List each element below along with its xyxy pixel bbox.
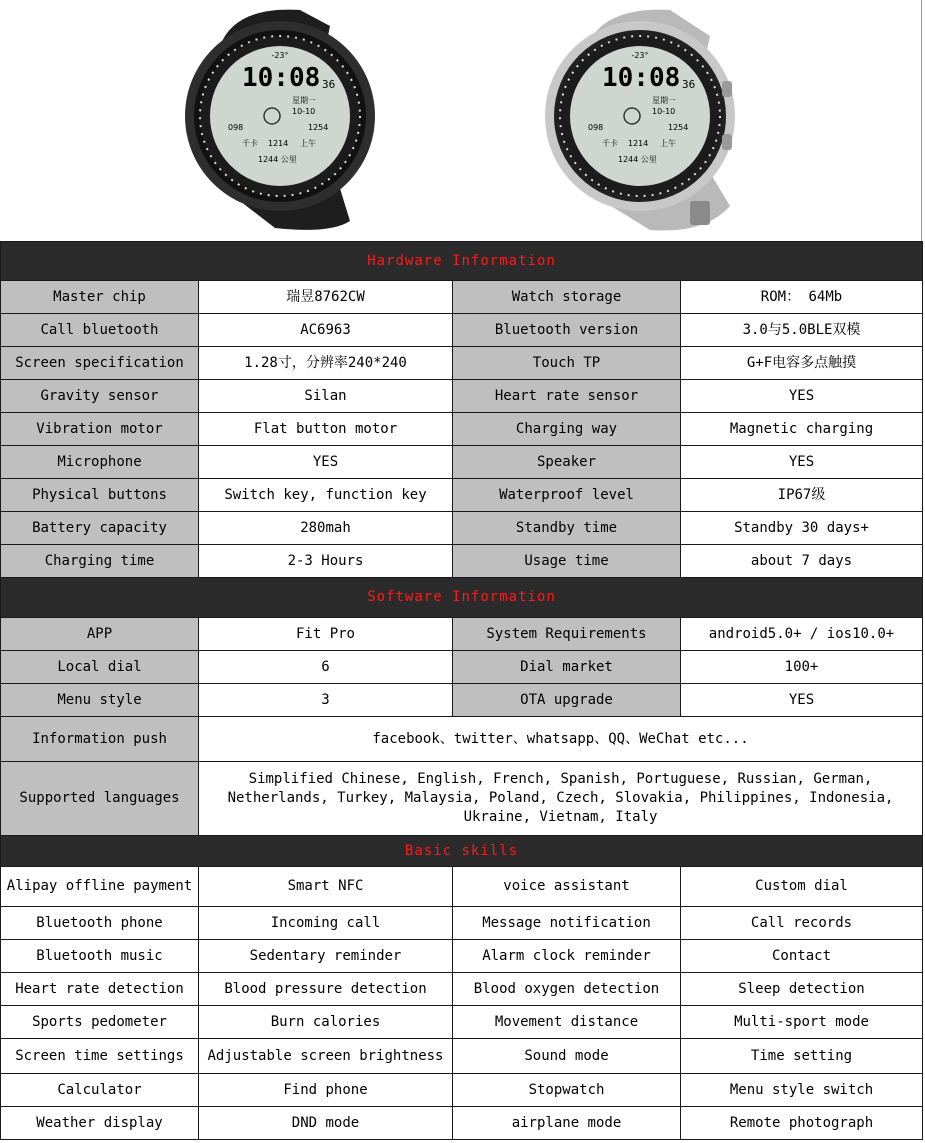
- watch-date: 10-10: [292, 107, 316, 116]
- hardware-label: Watch storage: [453, 281, 681, 314]
- hardware-row: [1, 545, 923, 578]
- hardware-label: Heart rate sensor: [453, 380, 681, 413]
- hardware-label: Touch TP: [453, 347, 681, 380]
- skill-item: Adjustable screen brightness: [199, 1039, 453, 1074]
- hardware-label: Usage time: [453, 545, 681, 578]
- skill-row: [1, 867, 923, 907]
- skill-item: Alipay offline payment: [1, 867, 199, 907]
- skill-item: Heart rate detection: [1, 973, 199, 1006]
- watch-distance: 1244 公里: [258, 155, 297, 164]
- watch-left-value: 098: [228, 123, 244, 132]
- software-label: Menu style: [1, 684, 199, 717]
- skill-item: Sedentary reminder: [199, 940, 453, 973]
- skill-item: Custom dial: [681, 867, 923, 907]
- skill-item: Call records: [681, 907, 923, 940]
- info-push-label: Information push: [1, 717, 199, 762]
- software-value: YES: [681, 684, 923, 717]
- hardware-row: [1, 281, 923, 314]
- hardware-value: Flat button motor: [199, 413, 453, 446]
- software-value: android5.0+ / ios10.0+: [681, 618, 923, 651]
- hardware-label: Microphone: [1, 446, 199, 479]
- skill-item: Alarm clock reminder: [453, 940, 681, 973]
- hardware-row: [1, 347, 923, 380]
- software-label: APP: [1, 618, 199, 651]
- hardware-value: Magnetic charging: [681, 413, 923, 446]
- skill-item: Stopwatch: [453, 1074, 681, 1107]
- watch-date: 10-10: [652, 107, 676, 116]
- hardware-value: 瑞昱8762CW: [199, 281, 453, 314]
- skill-item: Incoming call: [199, 907, 453, 940]
- watch-weekday: 星期一: [652, 96, 676, 105]
- skill-row: [1, 907, 923, 940]
- hardware-label: Standby time: [453, 512, 681, 545]
- hardware-value: YES: [681, 380, 923, 413]
- watch-weekday: 星期一: [292, 96, 316, 105]
- info-push-row: [1, 717, 923, 762]
- hardware-value: Switch key, function key: [199, 479, 453, 512]
- skill-row: [1, 1006, 923, 1039]
- skill-item: Movement distance: [453, 1006, 681, 1039]
- hardware-value: ROM： 64Mb: [681, 281, 923, 314]
- skill-row: [1, 1107, 923, 1140]
- software-label: OTA upgrade: [453, 684, 681, 717]
- watch-bottom-right: 上午: [300, 139, 316, 148]
- watch-time: 10:08: [242, 63, 321, 93]
- skill-item: Blood oxygen detection: [453, 973, 681, 1006]
- skill-item: Burn calories: [199, 1006, 453, 1039]
- watch-temp: -23°: [271, 51, 289, 60]
- watch-distance: 1244 公里: [618, 155, 657, 164]
- hardware-value: Standby 30 days+: [681, 512, 923, 545]
- languages-value: Simplified Chinese, English, French, Spanish, Portuguese, Russian, German, Netherlands, Turkey, Malaysia, Poland, Czech, Slovakia, Philippines, Indonesia, Ukraine, Vietnam, Italy: [199, 762, 923, 836]
- hardware-label: Physical buttons: [1, 479, 199, 512]
- watch-bottom-mid: 1214: [628, 139, 649, 148]
- product-photo-area: [0, 0, 922, 241]
- skill-item: Time setting: [681, 1039, 923, 1074]
- hardware-label: Vibration motor: [1, 413, 199, 446]
- skill-item: Calculator: [1, 1074, 199, 1107]
- skill-row: [1, 1074, 923, 1107]
- skill-item: Find phone: [199, 1074, 453, 1107]
- hardware-value: 2-3 Hours: [199, 545, 453, 578]
- software-label: Dial market: [453, 651, 681, 684]
- spec-table-body: [1, 242, 923, 1140]
- watch-seconds: 36: [682, 78, 696, 91]
- skill-item: Sports pedometer: [1, 1006, 199, 1039]
- skill-item: Remote photograph: [681, 1107, 923, 1140]
- software-value: 100+: [681, 651, 923, 684]
- software-section-title: Software Information: [1, 578, 923, 618]
- skill-row: [1, 973, 923, 1006]
- hardware-label: Bluetooth version: [453, 314, 681, 347]
- skill-row: [1, 940, 923, 973]
- hardware-row: [1, 479, 923, 512]
- hardware-label: Screen specification: [1, 347, 199, 380]
- hardware-section-title: Hardware Information: [1, 242, 923, 281]
- hardware-label: Speaker: [453, 446, 681, 479]
- hardware-value: Silan: [199, 380, 453, 413]
- skill-row: [1, 1039, 923, 1074]
- hardware-label: Gravity sensor: [1, 380, 199, 413]
- skill-item: Bluetooth phone: [1, 907, 199, 940]
- skill-item: voice assistant: [453, 867, 681, 907]
- hardware-value: AC6963: [199, 314, 453, 347]
- hardware-label: Charging way: [453, 413, 681, 446]
- hardware-section-row: [1, 242, 923, 281]
- hardware-row: [1, 314, 923, 347]
- hardware-value: 280mah: [199, 512, 453, 545]
- hardware-row: [1, 380, 923, 413]
- watch-bottom-left: 千卡: [602, 139, 618, 148]
- software-value: 6: [199, 651, 453, 684]
- skill-item: Bluetooth music: [1, 940, 199, 973]
- hardware-row: [1, 446, 923, 479]
- skills-section-title: Basic skills: [1, 836, 923, 867]
- software-row: [1, 618, 923, 651]
- skill-item: Message notification: [453, 907, 681, 940]
- software-label: Local dial: [1, 651, 199, 684]
- watch-time: 10:08: [602, 63, 681, 93]
- watch-temp: -23°: [631, 51, 649, 60]
- software-section-row: [1, 578, 923, 618]
- info-push-value: facebook、twitter、whatsapp、QQ、WeChat etc...: [199, 717, 923, 762]
- software-label: System Requirements: [453, 618, 681, 651]
- hardware-label: Charging time: [1, 545, 199, 578]
- skill-item: airplane mode: [453, 1107, 681, 1140]
- languages-label: Supported languages: [1, 762, 199, 836]
- skill-item: Weather display: [1, 1107, 199, 1140]
- watch-right-value: 1254: [668, 123, 689, 132]
- skill-item: Screen time settings: [1, 1039, 199, 1074]
- software-value: Fit Pro: [199, 618, 453, 651]
- skill-item: Contact: [681, 940, 923, 973]
- hardware-label: Call bluetooth: [1, 314, 199, 347]
- hardware-value: YES: [199, 446, 453, 479]
- watch-bottom-left: 千卡: [242, 139, 258, 148]
- skill-item: Smart NFC: [199, 867, 453, 907]
- skill-item: Sound mode: [453, 1039, 681, 1074]
- hardware-value: 3.0与5.0BLE双模: [681, 314, 923, 347]
- hardware-value: about 7 days: [681, 545, 923, 578]
- black-smartwatch-image: [180, 6, 380, 234]
- hardware-value: IP67级: [681, 479, 923, 512]
- hardware-label: Master chip: [1, 281, 199, 314]
- watch-bottom-mid: 1214: [268, 139, 289, 148]
- languages-row: [1, 762, 923, 836]
- software-value: 3: [199, 684, 453, 717]
- silver-smartwatch-image: [540, 6, 740, 234]
- skill-item: Menu style switch: [681, 1074, 923, 1107]
- skill-item: DND mode: [199, 1107, 453, 1140]
- skill-item: Multi-sport mode: [681, 1006, 923, 1039]
- watch-right-value: 1254: [308, 123, 329, 132]
- skills-section-row: [1, 836, 923, 867]
- hardware-label: Battery capacity: [1, 512, 199, 545]
- hardware-value: YES: [681, 446, 923, 479]
- hardware-value: 1.28寸，分辨率240*240: [199, 347, 453, 380]
- watch-left-value: 098: [588, 123, 604, 132]
- hardware-label: Waterproof level: [453, 479, 681, 512]
- skill-item: Sleep detection: [681, 973, 923, 1006]
- watch-seconds: 36: [322, 78, 336, 91]
- hardware-row: [1, 512, 923, 545]
- watch-bottom-right: 上午: [660, 139, 676, 148]
- hardware-row: [1, 413, 923, 446]
- skill-item: Blood pressure detection: [199, 973, 453, 1006]
- software-row: [1, 651, 923, 684]
- spec-table: [0, 241, 923, 1140]
- software-row: [1, 684, 923, 717]
- hardware-value: G+F电容多点触摸: [681, 347, 923, 380]
